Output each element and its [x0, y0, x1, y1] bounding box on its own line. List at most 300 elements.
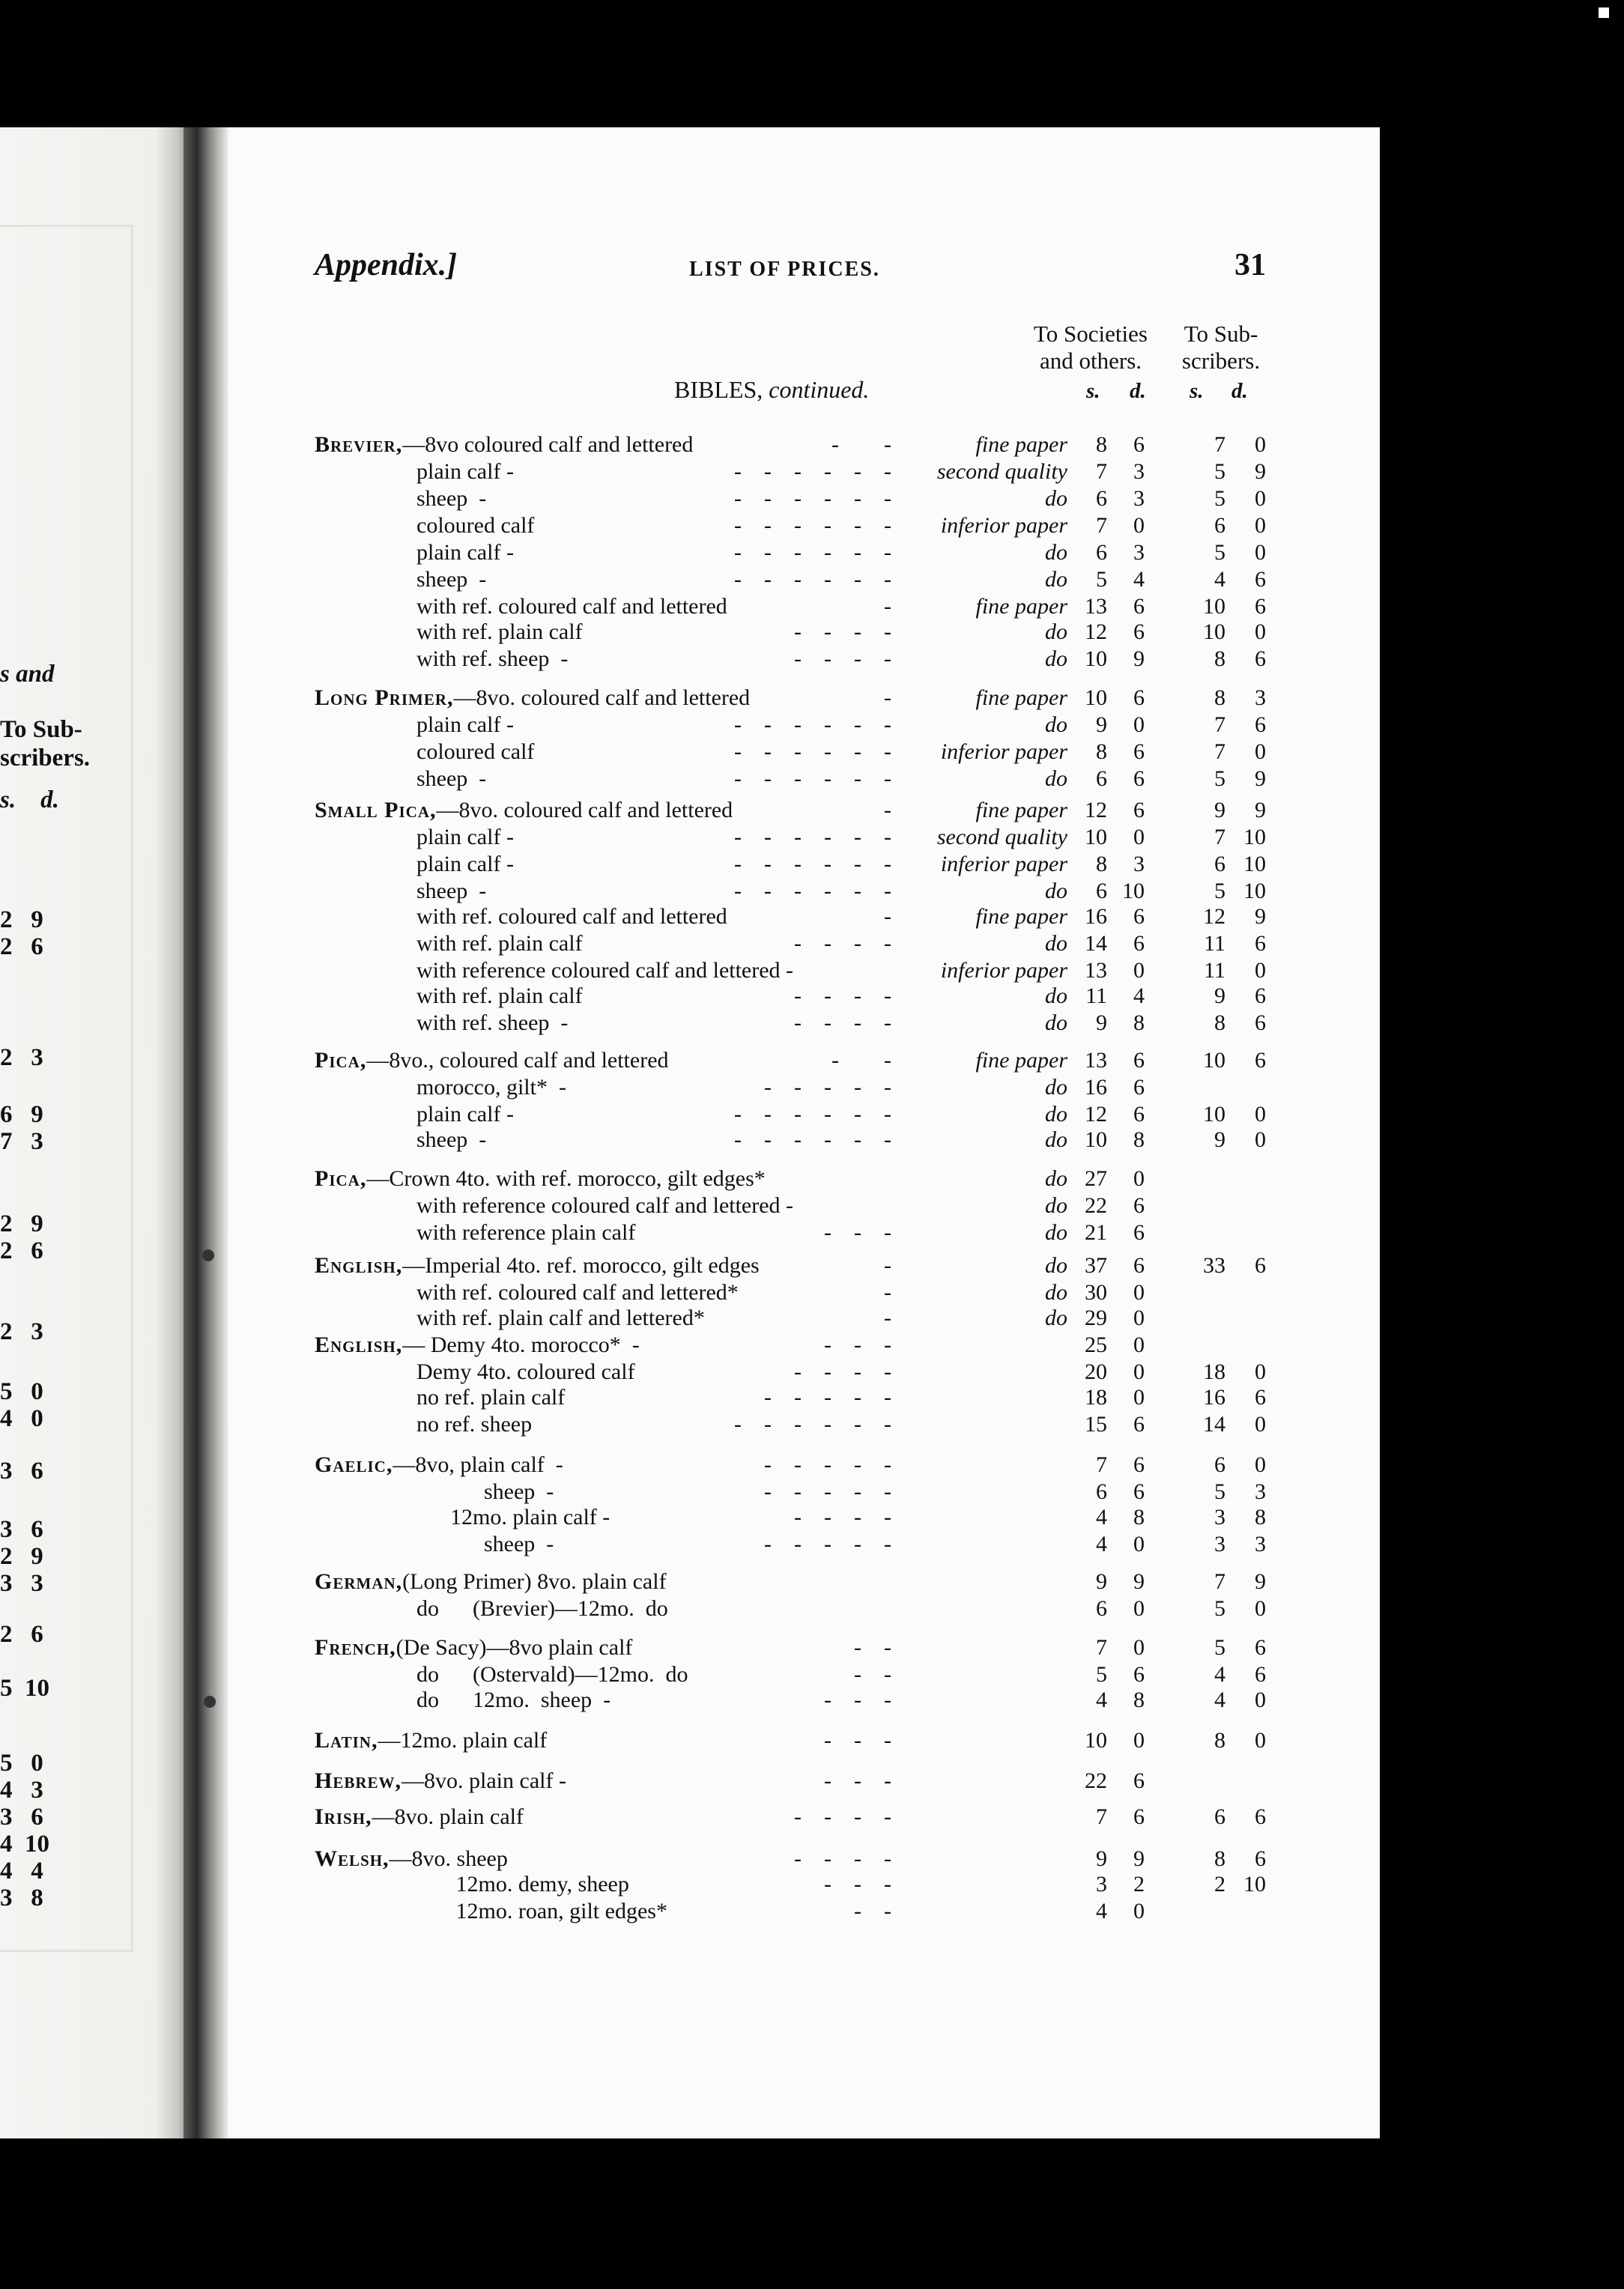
- price-row: [315, 930, 1318, 957]
- price-societies-pence: 6: [1133, 1253, 1145, 1278]
- binding-description: with ref. plain calf and lettered*: [416, 1306, 705, 1330]
- leader-dashes: - - - -: [794, 1804, 891, 1829]
- binding-description: with reference plain calf: [416, 1220, 636, 1245]
- price-societies-shillings: 15: [1085, 1412, 1107, 1437]
- price-row: [315, 1165, 1318, 1192]
- item-description: [315, 685, 750, 712]
- binding-description: —8vo. plain calf: [372, 1804, 524, 1829]
- price-subscribers-shillings: 7: [1214, 1569, 1225, 1594]
- price-row: [315, 1898, 1318, 1925]
- paper-quality: fine paper: [975, 1048, 1067, 1073]
- binding-description: plain calf -: [416, 1102, 514, 1127]
- price-row: [315, 1192, 1318, 1219]
- paper-quality: do: [1045, 931, 1067, 956]
- item-description: [416, 1010, 568, 1037]
- binding-description: —12mo. plain calf: [378, 1728, 548, 1753]
- price-subscribers-pence: 0: [1255, 513, 1266, 538]
- item-description: [315, 1568, 667, 1595]
- binding-description: (Long Primer) 8vo. plain calf: [402, 1569, 667, 1594]
- edition-label: German,: [315, 1569, 403, 1594]
- pence-label: d.: [1231, 379, 1248, 403]
- price-subscribers-shillings: 5: [1214, 1479, 1225, 1504]
- leader-dashes: - - - - - -: [734, 1412, 891, 1437]
- leader-dashes: -: [884, 594, 891, 619]
- price-subscribers-shillings: 9: [1214, 798, 1225, 822]
- price-row: [315, 1074, 1318, 1101]
- price-societies-pence: 0: [1133, 513, 1145, 538]
- price-societies-pence: 0: [1133, 1899, 1145, 1923]
- item-description: [416, 1595, 668, 1622]
- item-description: [416, 851, 514, 878]
- leader-dashes: -: [884, 685, 891, 710]
- price-societies-pence: 6: [1133, 1075, 1145, 1100]
- price-subscribers-shillings: 7: [1214, 825, 1225, 849]
- leader-dashes: - -: [854, 1662, 891, 1687]
- price-societies-pence: 0: [1133, 1333, 1145, 1357]
- price-societies-pence: 4: [1133, 567, 1145, 592]
- paper-quality: do: [1045, 1280, 1067, 1305]
- price-societies-pence: 6: [1133, 1452, 1145, 1477]
- price-subscribers-shillings: 2: [1214, 1872, 1225, 1897]
- price-subscribers-pence: 6: [1255, 1253, 1266, 1278]
- binding-description: with ref. plain calf: [416, 931, 583, 956]
- left-heading: s. d.: [0, 786, 59, 813]
- price-societies-pence: 0: [1133, 1635, 1145, 1660]
- price-societies-pence: 6: [1133, 1804, 1145, 1829]
- edition-label: Pica,: [315, 1166, 367, 1191]
- price-subscribers-shillings: 12: [1203, 904, 1225, 929]
- price-societies-shillings: 6: [1096, 1596, 1107, 1621]
- paper-quality: inferior paper: [940, 739, 1067, 764]
- leader-dashes: - -: [854, 1635, 891, 1660]
- price-societies-pence: 6: [1133, 798, 1145, 822]
- price-subscribers-pence: 9: [1255, 904, 1266, 929]
- item-description: [416, 1504, 610, 1531]
- leader-dashes: - - - -: [794, 1846, 891, 1871]
- item-description: [315, 1768, 566, 1795]
- leader-dashes: -: [884, 1253, 891, 1278]
- price-societies-shillings: 5: [1096, 567, 1107, 592]
- left-page-value: 2 3: [0, 1044, 43, 1071]
- item-description: [416, 593, 727, 620]
- binding-description: (De Sacy)—8vo plain calf: [396, 1635, 633, 1660]
- leader-dashes: - -: [854, 1899, 891, 1923]
- binding-description: with ref. coloured calf and lettered: [416, 594, 727, 619]
- leader-dashes: - - -: [824, 1220, 891, 1245]
- paper-quality: do: [1045, 712, 1067, 737]
- item-description: [315, 1452, 563, 1479]
- leader-dashes: - - - - - -: [734, 739, 891, 764]
- leader-dashes: -: [884, 798, 891, 822]
- price-row: [315, 1804, 1318, 1831]
- leader-dashes: - - -: [824, 1872, 891, 1897]
- item-description: [416, 512, 534, 539]
- item-description: [315, 1634, 632, 1661]
- binding-description: — Demy 4to. morocco* -: [402, 1333, 640, 1357]
- item-description: [315, 1332, 640, 1359]
- binding-description: —8vo. coloured calf and lettered: [453, 685, 751, 710]
- price-societies-shillings: 9: [1096, 1846, 1107, 1871]
- price-societies-shillings: 37: [1085, 1253, 1107, 1278]
- left-heading: scribers.: [0, 745, 91, 771]
- paper-quality: do: [1045, 540, 1067, 565]
- price-row: [315, 1010, 1318, 1037]
- price-societies-pence: 6: [1133, 594, 1145, 619]
- price-societies-pence: 0: [1133, 1359, 1145, 1384]
- price-societies-pence: 6: [1133, 1479, 1145, 1504]
- price-subscribers-pence: 6: [1255, 567, 1266, 592]
- binding-description: do 12mo. sheep -: [416, 1688, 611, 1712]
- left-page-value: 4 3: [0, 1777, 43, 1804]
- binding-description: sheep -: [416, 486, 487, 511]
- item-description: [416, 1661, 688, 1688]
- shillings-label: s.: [1086, 379, 1100, 403]
- paper-quality: fine paper: [975, 685, 1067, 710]
- price-societies-shillings: 21: [1085, 1220, 1107, 1245]
- item-description: [416, 1192, 793, 1219]
- price-subscribers-pence: 0: [1255, 1359, 1266, 1384]
- binding-description: 12mo. roan, gilt edges*: [416, 1899, 667, 1923]
- price-societies-shillings: 6: [1096, 766, 1107, 791]
- price-subscribers-shillings: 3: [1214, 1505, 1225, 1529]
- item-description: [416, 1127, 486, 1153]
- price-subscribers-shillings: 6: [1214, 1452, 1225, 1477]
- item-description: [416, 1219, 635, 1246]
- left-heading: s and: [0, 661, 55, 688]
- leader-dashes: - - - - - -: [734, 513, 891, 538]
- price-societies-pence: 0: [1133, 1306, 1145, 1330]
- left-page-value: 3 8: [0, 1885, 43, 1911]
- binding-description: Demy 4to. coloured calf: [416, 1359, 635, 1384]
- price-societies-shillings: 30: [1085, 1280, 1107, 1305]
- left-page-value: 2 6: [0, 1621, 43, 1648]
- price-subscribers-shillings: 7: [1214, 432, 1225, 457]
- price-societies-shillings: 29: [1085, 1306, 1107, 1330]
- paper-quality: do: [1045, 1193, 1067, 1218]
- price-subscribers-shillings: 10: [1203, 1048, 1225, 1073]
- item-description: [416, 1687, 610, 1714]
- binding-description: no ref. sheep: [416, 1412, 533, 1437]
- price-row: [315, 1531, 1318, 1558]
- price-societies-shillings: 8: [1096, 852, 1107, 876]
- binding-description: plain calf -: [416, 712, 514, 737]
- item-description: [315, 1252, 760, 1279]
- price-subscribers-shillings: 10: [1203, 619, 1225, 644]
- item-description: [416, 1531, 554, 1558]
- section-continued: continued.: [769, 376, 870, 403]
- leader-dashes: - - - -: [794, 931, 891, 956]
- price-societies-shillings: 6: [1096, 540, 1107, 565]
- left-page-value: 2 9: [0, 906, 43, 933]
- price-row: [315, 458, 1318, 485]
- price-societies-pence: 6: [1133, 904, 1145, 929]
- item-description: [315, 797, 733, 824]
- binding-description: morocco, gilt* -: [416, 1075, 566, 1100]
- price-subscribers-shillings: 4: [1214, 1662, 1225, 1687]
- price-row: [315, 1047, 1318, 1074]
- leader-dashes: - - - -: [794, 1359, 891, 1384]
- paper-quality: do: [1045, 567, 1067, 592]
- price-societies-pence: 6: [1133, 1102, 1145, 1127]
- item-description: [416, 619, 583, 646]
- price-row: [315, 878, 1318, 905]
- price-row: [315, 1252, 1318, 1279]
- price-row: [315, 797, 1318, 824]
- price-subscribers-pence: 0: [1255, 1127, 1266, 1152]
- leader-dashes: - - - - - -: [734, 766, 891, 791]
- price-row: [315, 983, 1318, 1010]
- price-societies-pence: 10: [1122, 879, 1145, 903]
- price-row: [315, 1452, 1318, 1479]
- paper-quality: do: [1045, 646, 1067, 671]
- item-description: [315, 1804, 524, 1831]
- price-subscribers-shillings: 5: [1214, 879, 1225, 903]
- left-page-value: 4 10: [0, 1831, 49, 1858]
- price-subscribers-pence: 6: [1255, 1385, 1266, 1410]
- leader-dashes: - - - - -: [764, 1532, 891, 1556]
- price-societies-shillings: 7: [1096, 513, 1107, 538]
- price-societies-shillings: 4: [1096, 1505, 1107, 1529]
- price-societies-shillings: 7: [1096, 1635, 1107, 1660]
- price-row: [315, 566, 1318, 593]
- price-subscribers-pence: 0: [1255, 486, 1266, 511]
- price-societies-shillings: 10: [1085, 825, 1107, 849]
- price-row: [315, 765, 1318, 792]
- price-subscribers-shillings: 4: [1214, 1688, 1225, 1712]
- corner-mark: [1599, 7, 1609, 18]
- price-societies-pence: 6: [1133, 619, 1145, 644]
- price-societies-shillings: 12: [1085, 798, 1107, 822]
- leader-dashes: -: [884, 1280, 891, 1305]
- paper-quality: do: [1045, 1102, 1067, 1127]
- price-row: [315, 903, 1318, 930]
- paper-quality: do: [1045, 1166, 1067, 1191]
- column-header-line: scribers.: [1181, 348, 1261, 374]
- item-description: [416, 930, 583, 957]
- price-subscribers-shillings: 6: [1214, 1804, 1225, 1829]
- binding-description: with reference coloured calf and lettered -: [416, 958, 794, 983]
- binding-description: 12mo. plain calf -: [416, 1505, 610, 1529]
- price-subscribers-shillings: 7: [1214, 739, 1225, 764]
- paper-quality: do: [1045, 619, 1067, 644]
- price-row: [315, 1661, 1318, 1688]
- price-subscribers-shillings: 8: [1214, 1728, 1225, 1753]
- price-subscribers-shillings: 18: [1203, 1359, 1225, 1384]
- price-societies-pence: 6: [1133, 1412, 1145, 1437]
- price-subscribers-shillings: 7: [1214, 712, 1225, 737]
- item-description: [416, 458, 514, 485]
- edition-label: English,: [315, 1333, 403, 1357]
- price-societies-pence: 9: [1133, 1846, 1145, 1871]
- leader-dashes: - -: [831, 1048, 891, 1073]
- binding-description: sheep -: [416, 766, 487, 791]
- price-societies-shillings: 6: [1096, 1479, 1107, 1504]
- price-societies-shillings: 7: [1096, 459, 1107, 484]
- price-row: [315, 1384, 1318, 1411]
- paper-quality: do: [1045, 486, 1067, 511]
- item-description: [416, 566, 486, 593]
- price-row: [315, 1101, 1318, 1128]
- binding-description: coloured calf: [416, 739, 535, 764]
- price-subscribers-shillings: 5: [1214, 1635, 1225, 1660]
- price-row: [315, 1411, 1318, 1438]
- price-societies-shillings: 6: [1096, 486, 1107, 511]
- price-subscribers-shillings: 8: [1214, 1846, 1225, 1871]
- price-subscribers-shillings: 5: [1214, 766, 1225, 791]
- binding-description: plain calf -: [416, 459, 514, 484]
- binding-description: sheep -: [416, 1127, 487, 1152]
- leader-dashes: - - - -: [794, 983, 891, 1008]
- binding-description: with ref. plain calf: [416, 983, 583, 1008]
- price-societies-shillings: 4: [1096, 1899, 1107, 1923]
- price-subscribers-pence: 6: [1255, 1662, 1266, 1687]
- binding-description: with ref. sheep -: [416, 1010, 569, 1035]
- price-societies-shillings: 8: [1096, 432, 1107, 457]
- price-subscribers-pence: 6: [1255, 594, 1266, 619]
- price-row: [315, 646, 1318, 673]
- binding-description: —8vo coloured calf and lettered: [402, 432, 694, 457]
- price-societies-shillings: 14: [1085, 931, 1107, 956]
- item-description: [416, 983, 583, 1010]
- price-subscribers-shillings: 8: [1214, 1010, 1225, 1035]
- leader-dashes: - - - - - -: [734, 879, 891, 903]
- leader-dashes: - - -: [824, 1333, 891, 1357]
- price-societies-shillings: 4: [1096, 1688, 1107, 1712]
- price-row: [315, 593, 1318, 620]
- price-societies-shillings: 18: [1085, 1385, 1107, 1410]
- price-row: [315, 1127, 1318, 1153]
- price-row: [315, 685, 1318, 712]
- book-gutter: [184, 127, 228, 2138]
- price-societies-shillings: 3: [1096, 1872, 1107, 1897]
- price-subscribers-pence: 10: [1243, 852, 1266, 876]
- left-page-value: 5 10: [0, 1675, 49, 1702]
- left-heading: To Sub-: [0, 716, 82, 743]
- price-societies-shillings: 22: [1085, 1768, 1107, 1793]
- price-row: [315, 1871, 1318, 1898]
- price-societies-pence: 0: [1133, 1280, 1145, 1305]
- leader-dashes: - - - -: [794, 646, 891, 671]
- price-societies-shillings: 10: [1085, 1127, 1107, 1152]
- binding-description: 12mo. demy, sheep: [416, 1872, 629, 1897]
- paper-quality: do: [1045, 1127, 1067, 1152]
- price-societies-shillings: 13: [1085, 958, 1107, 983]
- price-subscribers-shillings: 3: [1214, 1532, 1225, 1556]
- price-societies-pence: 6: [1133, 739, 1145, 764]
- item-description: [416, 1384, 565, 1411]
- section-name: BIBLES,: [674, 376, 763, 403]
- price-subscribers-pence: 6: [1255, 1635, 1266, 1660]
- price-subscribers-shillings: 11: [1204, 931, 1225, 956]
- price-societies-pence: 3: [1133, 486, 1145, 511]
- price-subscribers-shillings: 10: [1203, 594, 1225, 619]
- price-subscribers-pence: 10: [1243, 879, 1266, 903]
- left-page-value: 7 3: [0, 1128, 43, 1155]
- binding-description: sheep -: [416, 567, 487, 592]
- leader-dashes: - - - -: [794, 1010, 891, 1035]
- shillings-label: s.: [1190, 379, 1204, 403]
- leader-dashes: - - - - - -: [734, 1102, 891, 1127]
- price-subscribers-shillings: 5: [1214, 459, 1225, 484]
- binding-description: —8vo. plain calf -: [402, 1768, 566, 1793]
- running-head-left: Appendix.]: [315, 248, 458, 282]
- price-subscribers-pence: 6: [1255, 712, 1266, 737]
- leader-dashes: - - -: [824, 1688, 891, 1712]
- paper-quality: fine paper: [975, 432, 1067, 457]
- price-societies-pence: 6: [1133, 766, 1145, 791]
- edition-label: Pica,: [315, 1048, 367, 1073]
- price-subscribers-shillings: 8: [1214, 646, 1225, 671]
- leader-dashes: - - -: [824, 1768, 891, 1793]
- price-row: [315, 431, 1318, 458]
- price-row: [315, 824, 1318, 851]
- price-subscribers-pence: 6: [1255, 1846, 1266, 1871]
- item-description: [416, 903, 727, 930]
- price-row: [315, 512, 1318, 539]
- leader-dashes: - - - - -: [764, 1479, 891, 1504]
- price-societies-pence: 6: [1133, 1048, 1145, 1073]
- price-societies-pence: 6: [1133, 1662, 1145, 1687]
- column-header-line: To Sub-: [1184, 321, 1258, 347]
- price-societies-shillings: 20: [1085, 1359, 1107, 1384]
- leader-dashes: - - - - - -: [734, 567, 891, 592]
- price-societies-shillings: 10: [1085, 646, 1107, 671]
- left-page-value: 5 0: [0, 1378, 43, 1405]
- binding-description: sheep -: [416, 1479, 554, 1504]
- price-subscribers-pence: 9: [1255, 798, 1266, 822]
- binding-description: plain calf -: [416, 852, 514, 876]
- paper-quality: inferior paper: [940, 513, 1067, 538]
- item-description: [416, 1305, 705, 1332]
- page-number: 31: [1234, 248, 1266, 282]
- price-subscribers-pence: 6: [1255, 931, 1266, 956]
- price-societies-shillings: 11: [1085, 983, 1107, 1008]
- price-row: [315, 619, 1318, 646]
- price-subscribers-pence: 6: [1255, 1010, 1266, 1035]
- price-subscribers-pence: 9: [1255, 766, 1266, 791]
- item-description: [315, 1846, 508, 1873]
- paper-quality: fine paper: [975, 594, 1067, 619]
- price-subscribers-shillings: 10: [1203, 1102, 1225, 1127]
- price-subscribers-shillings: 5: [1214, 1596, 1225, 1621]
- price-row: [315, 1504, 1318, 1531]
- price-subscribers-pence: 0: [1255, 1102, 1266, 1127]
- leader-dashes: - -: [831, 432, 891, 457]
- binding-description: —Imperial 4to. ref. morocco, gilt edges: [402, 1253, 760, 1278]
- paper-quality: do: [1045, 1306, 1067, 1330]
- price-societies-shillings: 25: [1085, 1333, 1107, 1357]
- left-page-value: 2 3: [0, 1318, 43, 1345]
- binding-description: sheep -: [416, 879, 487, 903]
- left-page-value: 2 6: [0, 1237, 43, 1264]
- price-row: [315, 712, 1318, 739]
- left-page-value: 6 9: [0, 1101, 43, 1128]
- price-row: [315, 1634, 1318, 1661]
- price-subscribers-pence: 0: [1255, 958, 1266, 983]
- price-societies-pence: 8: [1133, 1010, 1145, 1035]
- price-societies-pence: 6: [1133, 931, 1145, 956]
- price-societies-pence: 0: [1133, 958, 1145, 983]
- binding-description: —8vo., coloured calf and lettered: [366, 1048, 669, 1073]
- left-page-value: 3 6: [0, 1516, 43, 1543]
- binding-description: no ref. plain calf: [416, 1385, 566, 1410]
- page-header: [315, 247, 1288, 300]
- price-societies-pence: 6: [1133, 432, 1145, 457]
- binding-description: plain calf -: [416, 825, 514, 849]
- leader-dashes: -: [884, 904, 891, 929]
- price-row: [315, 1846, 1318, 1873]
- item-description: [416, 1074, 566, 1101]
